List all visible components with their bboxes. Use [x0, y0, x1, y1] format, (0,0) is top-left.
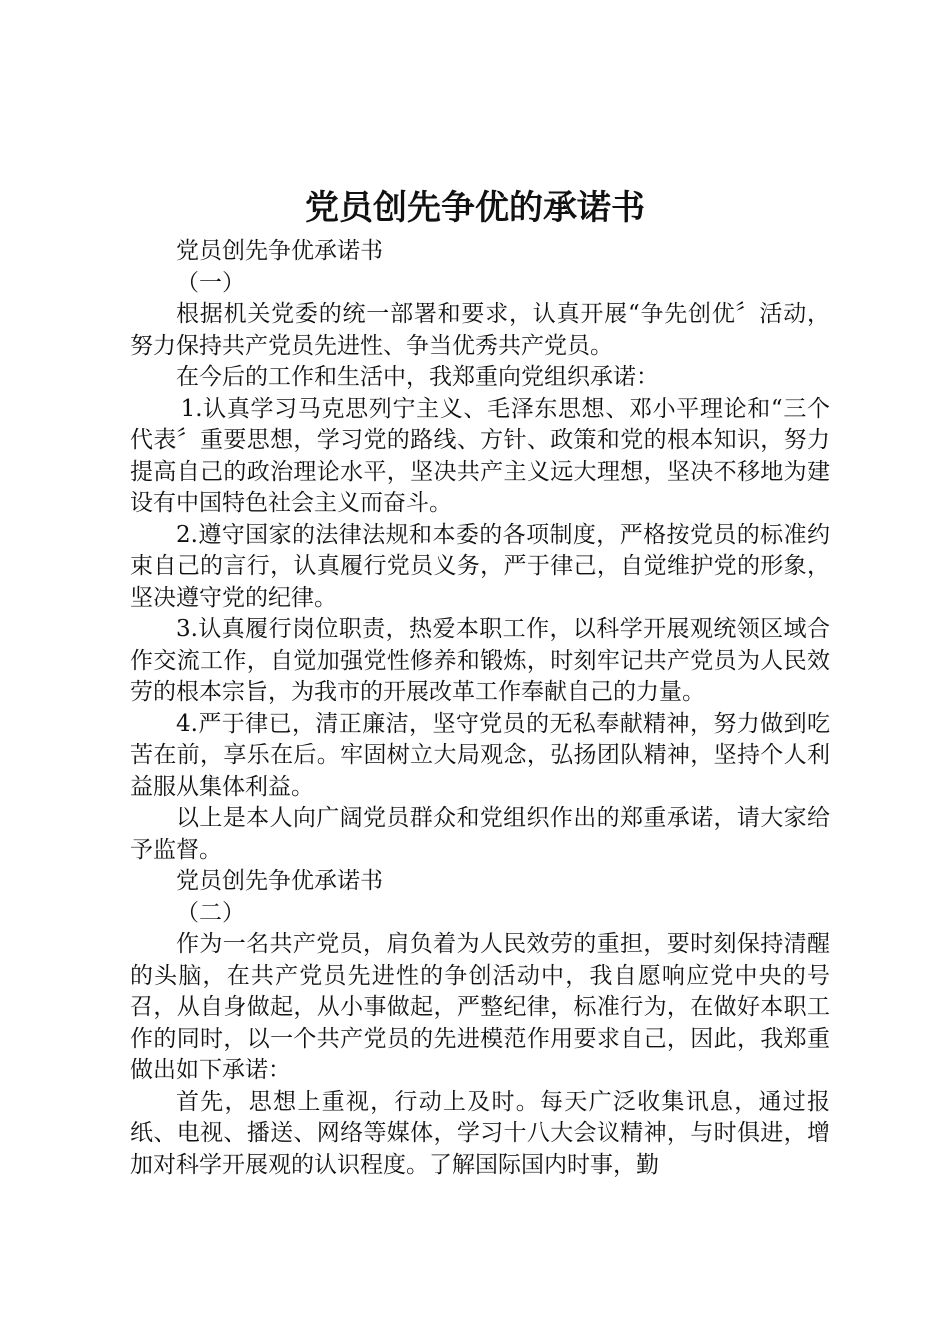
section-heading-2: 党员创先争优承诺书	[176, 868, 383, 894]
pledge-item-2: 2.遵守国家的法律法规和本委的各项制度，严格按党员的标准约束自己的言行，认真履行党员义务，严于律己，自觉维护党的形象，坚决遵守党的纪律。	[130, 521, 830, 611]
section-number-1: （一）	[176, 269, 245, 296]
section-number-2: （二）	[176, 899, 245, 926]
document-body	[130, 236, 830, 1181]
document-title: 党员创先争优的承诺书	[305, 188, 645, 228]
pledge-item-3: 3.认真履行岗位职责，热爱本职工作，以科学开展观统领区域合作交流工作，自觉加强党性修养和锻炼，时刻牢记共产党员为人民效劳的根本宗旨，为我市的开展改革工作奉献自己的力量。	[130, 616, 830, 705]
pledge-item-1: 1.认真学习马克思列宁主义、毛泽东思想、邓小平理论和“三个代表〞重要思想，学习党的路线、方针、政策和党的根本知识，努力提高自己的政治理论水平，坚决共产主义远大理想，坚决不移地为建设有中国特色社会主义而奋斗。	[130, 395, 830, 516]
paragraph-first-point: 首先，思想上重视，行动上及时。每天广泛收集讯息，通过报纸、电视、播送、网络等媒体，学习十八大会议精神，与时俱进，增加对科学开展观的认识程度。了解国际国内时事，勤	[130, 1088, 830, 1178]
section-heading-1: 党员创先争优承诺书	[176, 238, 383, 264]
pledge-item-4: 4.严于律已，清正廉洁，坚守党员的无私奉献精神，努力做到吃苦在前，享乐在后。牢固树立大局观念，弘扬团队精神，坚持个人利益服从集体利益。	[130, 710, 830, 800]
paragraph-second-intro: 作为一名共产党员，肩负着为人民效劳的重担，要时刻保持清醒的头脑，在共产党员先进性的争创活动中，我自愿响应党中央的号召，从自身做起，从小事做起，严整纪律，标准行为，在做好本职工作的同时，以一个共产党员的先进模范作用要求自己，因此，我郑重做出如下承诺：	[130, 931, 830, 1083]
paragraph-intro: 根据机关党委的统一部署和要求，认真开展“争先创优〞活动，努力保持共产党员先进性、争当优秀共产党员。	[130, 301, 830, 359]
paragraph-closing: 以上是本人向广阔党员群众和党组织作出的郑重承诺，请大家给予监督。	[130, 805, 830, 863]
paragraph-pledge-lead: 在今后的工作和生活中，我郑重向党组织承诺：	[176, 364, 659, 390]
